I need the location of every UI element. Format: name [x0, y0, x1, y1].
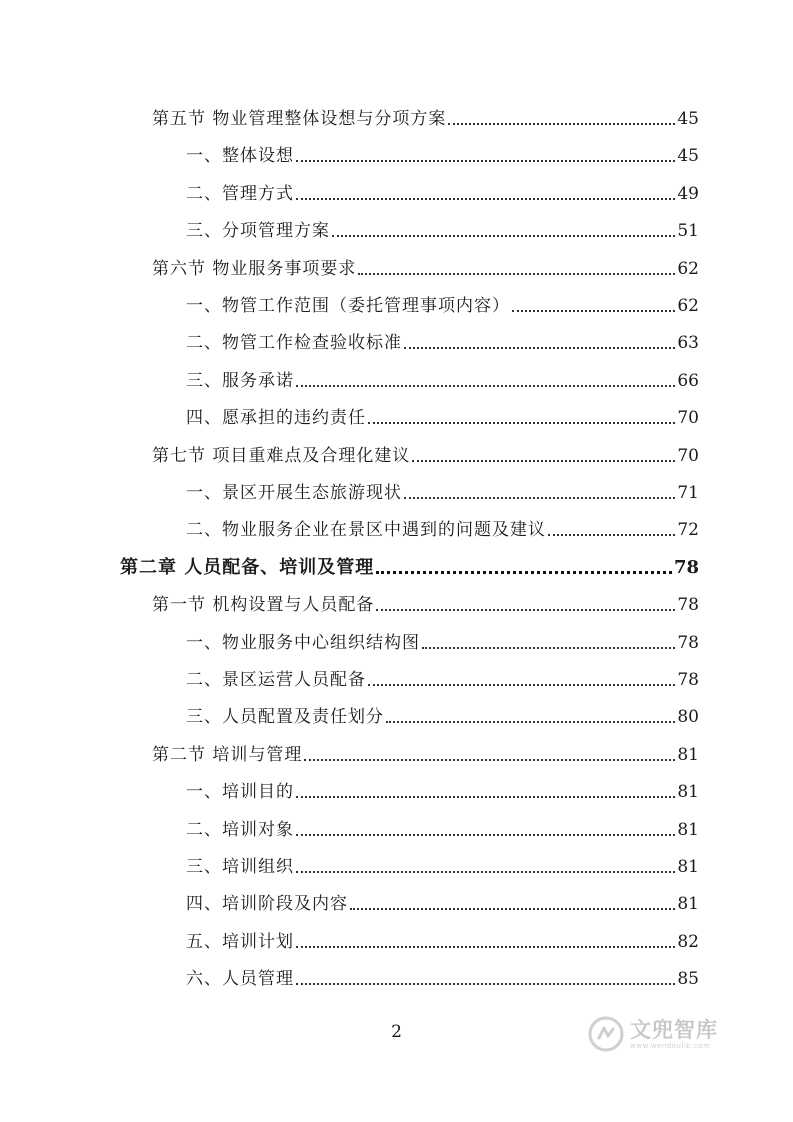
toc-entry-page: 45: [677, 109, 699, 129]
toc-leader-dots: [404, 341, 675, 349]
toc-leader-dots: [296, 865, 675, 873]
toc-leader-dots: [296, 790, 675, 798]
toc-leader-dots: [296, 154, 675, 162]
toc-entry-page: 82: [677, 931, 699, 952]
toc-entry-page: 78: [677, 595, 699, 616]
toc-entry-title: 二、物业服务企业在景区中遇到的问题及建议: [186, 520, 546, 541]
toc-leader-dots: [548, 528, 675, 536]
toc-entry-title: 二、景区运营人员配备: [186, 670, 366, 690]
toc-entry-page: 85: [677, 969, 699, 990]
toc-leader-dots: [296, 940, 675, 948]
toc-entry-title: 第五节 物业管理整体设想与分项方案: [152, 109, 447, 129]
toc-leader-dots: [368, 416, 675, 424]
toc-entry-item: [186, 773, 699, 803]
toc-entry-page: 78: [673, 556, 699, 578]
toc-entry-title: 一、培训目的: [186, 782, 294, 803]
toc-entry-title: 二、物管工作检查验收标准: [186, 333, 402, 354]
toc-entry-title: 第一节 机构设置与人员配备: [152, 595, 375, 616]
toc-entry-item: [186, 661, 699, 691]
toc-entry-chapter: [120, 549, 699, 579]
toc-entry-page: 78: [677, 670, 699, 690]
toc-entry-title: 一、景区开展生态旅游现状: [186, 483, 402, 503]
toc-entry-page: 80: [677, 707, 699, 728]
toc-entry-title: 三、服务承诺: [186, 370, 294, 391]
toc-entry-title: 三、分项管理方案: [186, 221, 330, 242]
toc-leader-dots: [404, 491, 675, 499]
toc-entry-page: 45: [677, 146, 699, 167]
toc-leader-dots: [296, 379, 675, 387]
toc-entry-page: 81: [677, 857, 699, 877]
toc-entry-item: [186, 287, 699, 317]
toc-entry-title: 三、人员配置及责任划分: [186, 707, 384, 728]
toc-entry-item: [186, 175, 699, 205]
toc-entry-item: [186, 511, 699, 541]
toc-entry-page: 72: [677, 520, 699, 541]
toc-entry-title: 三、培训组织: [186, 857, 294, 877]
toc-entry-section: [152, 250, 699, 280]
toc-leader-dots: [350, 902, 675, 910]
toc-entry-page: 62: [677, 296, 699, 316]
toc-entry-title: 二、培训对象: [186, 819, 294, 840]
toc-entry-title: 第二节 培训与管理: [152, 744, 303, 765]
toc-entry-page: 81: [677, 744, 699, 765]
toc-entry-item: [186, 960, 699, 990]
toc-leader-dots: [422, 641, 675, 649]
toc-entry-item: [186, 848, 699, 878]
toc-leader-dots: [512, 304, 675, 312]
toc-entry-section: [152, 736, 699, 766]
toc-entry-title: 一、物管工作范围（委托管理事项内容）: [186, 296, 510, 316]
toc-entry-item: [186, 362, 699, 392]
toc-entry-title: 五、培训计划: [186, 931, 294, 952]
toc-entry-item: [186, 212, 699, 242]
watermark-text: 文兜智库: [630, 1018, 718, 1042]
toc-leader-dots: [332, 229, 675, 237]
watermark: [588, 1016, 718, 1052]
toc-entry-section: [152, 586, 699, 616]
wendou-logo-icon: [588, 1016, 624, 1052]
toc-entry-page: 63: [677, 333, 699, 354]
toc-leader-dots: [296, 828, 675, 836]
toc-entry-item: [186, 324, 699, 354]
toc-leader-dots: [296, 192, 675, 200]
toc-entry-page: 66: [677, 370, 699, 391]
toc-entry-page: 81: [677, 894, 699, 915]
toc-entry-title: 一、整体设想: [186, 146, 294, 167]
toc-entry-title: 第二章 人员配备、培训及管理: [120, 556, 375, 578]
toc-leader-dots: [368, 678, 675, 686]
toc-entry-page: 78: [677, 632, 699, 653]
toc-entry-page: 81: [677, 782, 699, 803]
toc-leader-dots: [386, 715, 675, 723]
toc-entry-item: [186, 399, 699, 429]
toc-leader-dots: [376, 603, 675, 611]
toc-entry-page: 62: [677, 258, 699, 279]
toc-entry-section: [152, 100, 699, 130]
toc-leader-dots: [358, 267, 675, 275]
toc-entry-item: [186, 923, 699, 953]
toc-entry-item: [186, 137, 699, 167]
toc-entry-title: 第六节 物业服务事项要求: [152, 258, 357, 279]
toc-leader-dots: [376, 565, 672, 574]
toc-entry-title: 第七节 项目重难点及合理化建议: [152, 445, 411, 466]
toc-leader-dots: [448, 117, 675, 125]
toc-entry-page: 70: [677, 408, 699, 429]
toc-entry-page: 71: [677, 483, 699, 503]
toc-entry-title: 二、管理方式: [186, 183, 294, 204]
toc-entry-title: 四、培训阶段及内容: [186, 894, 348, 915]
watermark-subtext: www.wendoulib.com: [630, 1042, 711, 1050]
toc-leader-dots: [304, 753, 675, 761]
page-number: 2: [391, 1022, 402, 1042]
toc-entry-item: [186, 811, 699, 841]
toc-entry-page: 49: [677, 183, 699, 204]
toc-entry-title: 四、愿承担的违约责任: [186, 408, 366, 429]
toc-entry-item: [186, 474, 699, 504]
toc-entry-item: [186, 624, 699, 654]
toc-entry-title: 六、人员管理: [186, 969, 294, 990]
toc-leader-dots: [412, 454, 675, 462]
toc-entry-item: [186, 885, 699, 915]
toc-entry-title: 一、物业服务中心组织结构图: [186, 632, 420, 653]
toc-entry-section: [152, 437, 699, 467]
toc-entry-page: 51: [677, 221, 699, 242]
toc-leader-dots: [296, 977, 675, 985]
toc-entry-item: [186, 698, 699, 728]
toc-entry-page: 70: [677, 445, 699, 466]
toc-entry-page: 81: [677, 819, 699, 840]
